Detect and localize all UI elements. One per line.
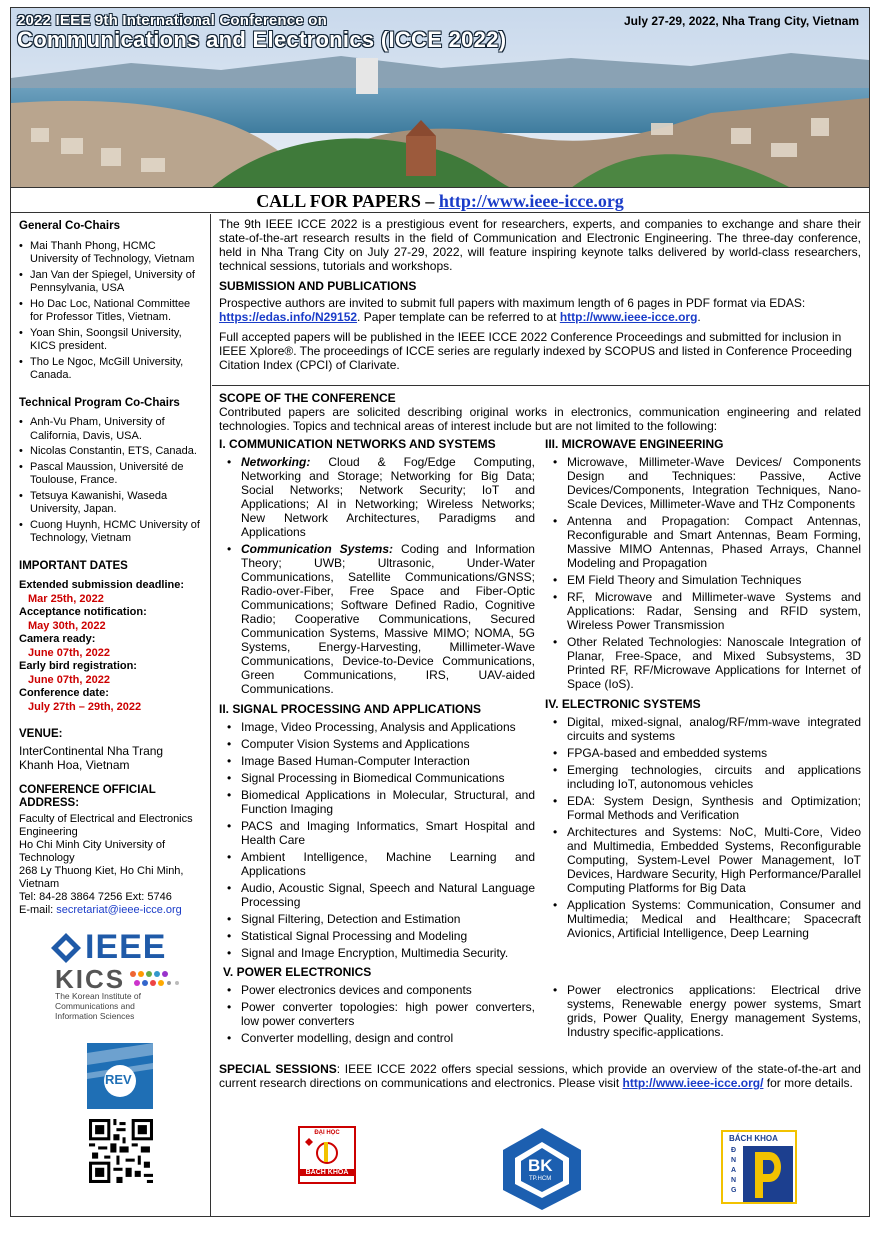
kics-dots-icon [129, 969, 181, 991]
list-item: • Biomedical Applications in Molecular, Structural, and Function Imaging [241, 788, 535, 816]
date-label: Early bird registration: [19, 660, 137, 672]
list-item: • Signal and Image Encryption, Multimedia Security. [241, 946, 535, 960]
special-text: for more details. [763, 1076, 853, 1090]
list-item: • Mai Thanh Phong, HCMC University of Technology, Vietnam [19, 240, 203, 267]
list-item: • EDA: System Design, Synthesis and Optimization; Formal Methods and Verification [567, 794, 861, 822]
important-dates [19, 579, 203, 714]
call-for-papers-heading [11, 189, 869, 213]
venue [19, 744, 203, 772]
danang-title: BÁCH KHOA [729, 1134, 778, 1143]
date-label: Camera ready: [19, 633, 96, 645]
list-item: • Application Systems: Communication, Consumer and Multimedia; Medical and Healthcare; Spacecraft Avionics, Artificial Intelligence, Deep Learning [567, 898, 861, 940]
list-item: • Yoan Shin, Soongsil University, KICS president. [19, 327, 203, 354]
list-item [241, 455, 535, 539]
logo-dhbk [298, 1126, 356, 1184]
list-item: • Statistical Signal Processing and Modeling [241, 929, 535, 943]
conference-title-line1: 2022 IEEE 9th International Conference on [17, 12, 327, 29]
address-line: Ho Chi Minh City University of Technology [19, 838, 166, 864]
bk-wordmark: BK [528, 1156, 553, 1175]
list-item: • RF, Microwave and Millimeter-wave Systems and Applications: Radar, Sensing and RFID system, Wireless Power Transmission [567, 590, 861, 632]
venue-line: InterContinental Nha Trang [19, 743, 164, 758]
date-label: Conference date: [19, 687, 109, 699]
list-item: • PACS and Imaging Informatics, Smart Hospital and Health Care [241, 819, 535, 847]
qr-code[interactable] [89, 1119, 153, 1183]
dhbk-top-text: ĐẠI HỌC [314, 1130, 340, 1136]
special-sessions-label: SPECIAL SESSIONS [219, 1062, 337, 1076]
intro-box [212, 214, 869, 386]
general-co-chairs-list [19, 240, 203, 383]
submission-text: . [697, 310, 701, 324]
list-item: • EM Field Theory and Simulation Techniques [567, 573, 861, 587]
section-title: I. COMMUNICATION NETWORKS AND SYSTEMS [219, 437, 496, 451]
tpc-co-chairs-list [19, 416, 203, 546]
email-label: E-mail: [19, 903, 57, 916]
list-item: • Digital, mixed-signal, analog/RF/mm-wave integrated circuits and systems [567, 715, 861, 743]
list-item: • Power electronics applications: Electrical drive systems, Renewable energy power systems, Smart grids, Power Quality, Energy management Systems, Industry specific-applications. [567, 983, 861, 1039]
address-line: Tel: 84-28 3864 7256 Ext: 5746 [19, 890, 172, 903]
topics-right-column [545, 433, 861, 963]
section-list [219, 720, 535, 960]
special-sessions-link[interactable]: http://www.ieee-icce.org/ [622, 1076, 764, 1090]
topics-columns-top [219, 433, 861, 963]
danang-letter: Đ [731, 1147, 737, 1154]
publication-paragraph: Full accepted papers will be published in the IEEE ICCE 2022 Conference Proceedings and submitted for inclusion in IEEE Xplore®. The proceedings of ICCE series are regularly indexed by SCOPUS and listed in Conference Proceeding Citation Index (CPCI) of Clarivate. [219, 330, 852, 372]
list-item: • Audio, Acoustic Signal, Speech and Natural Language Processing [241, 881, 535, 909]
address-line: Faculty of Electrical and Electronics Engineering [19, 812, 193, 838]
list-item: • Tetsuya Kawanishi, Waseda University, Japan. [19, 490, 203, 517]
date-label: Extended submission deadline: [19, 579, 185, 591]
list-item: • Other Related Technologies: Nanoscale Integration of Planar, Free-Space, and Mixed Subsystems, 3D Printed RF, RF/Microwave Applications for Internet of Space (IoS). [567, 635, 861, 691]
main-content [212, 214, 869, 1090]
ieee-diamond-icon [51, 933, 81, 963]
list-item: • Power electronics devices and components [241, 983, 535, 997]
danang-letter: A [731, 1167, 737, 1174]
special-text: : IEEE ICCE 2022 offers special sessions, which provide an overview of the state-of-the-art and current research directions on communications and electronics. Please visit [219, 1062, 861, 1090]
left-sidebar [11, 214, 211, 1217]
submission-text: Prospective authors are invited to submit full papers with maximum length of 6 pages in PDF format via EDAS: [219, 296, 806, 310]
section-list [545, 983, 861, 1039]
topic-text: Coding and Information Theory; UWB; Ultrasonic, Under-Water Communications, Satellite Communications/GNSS; Radio-over-Fiber, Free Space and Fiber-Optic Communications; Software Defined Radio, Cognitive Radio; Cooperative Communications, Secured Communication Systems, Massive MIMO; NOMA, 5G Systems, Energy-Harvesting, Millimeter-Wave Communications, Device-to-Device Communications, Green Communications, IRS, UAV-aided Communications. [241, 542, 535, 696]
list-item: • Pascal Maussion, Université de Toulouse, France. [19, 461, 203, 488]
list-item: • Emerging technologies, circuits and applications including IoT, autonomous vehicles [567, 763, 861, 791]
submission-heading: SUBMISSION AND PUBLICATIONS [219, 279, 417, 293]
topic-text: Cloud & Fog/Edge Computing, Networking and Storage; Networking for Big Data; Social Networks; Network Security; IoT and Applications; AI in Networking; Wireless Networks; New Network Architectures, Paradigms and Applications [241, 455, 535, 539]
list-item: • Converter modelling, design and control [241, 1031, 535, 1045]
conference-date-location: July 27-29, 2022, Nha Trang City, Vietnam [624, 14, 859, 28]
date-value: Mar 25th, 2022 [28, 592, 104, 605]
dhbk-emblem-icon [300, 1136, 354, 1166]
tpc-co-chairs-heading: Technical Program Co-Chairs [19, 396, 180, 409]
email-link[interactable]: secretariat@ieee-icce.org [56, 903, 182, 916]
date-label: Acceptance notification: [19, 606, 147, 618]
flyer-page [10, 7, 870, 1217]
intro-paragraph: The 9th IEEE ICCE 2022 is a prestigious event for researchers, experts, and companies to exchange and share their state-of-the-art research results in the field of Communication and Electronic Engineering. The three-day conference, held in Nha Trang City on July 27-29, 2022, will feature inspiring keynote talks delivered by world-class researchers, technical sessions, tutorials and workshops. [219, 217, 861, 273]
list-item: • Cuong Huynh, HCMC University of Technology, Vietnam [19, 519, 203, 546]
date-value: May 30th, 2022 [28, 619, 106, 632]
logo-bk-danang [721, 1130, 797, 1204]
list-item: • Power converter topologies: high power converters, low power converters [241, 1000, 535, 1028]
danang-letter: N [731, 1157, 737, 1164]
danang-emblem-icon [743, 1146, 793, 1202]
danang-letters [731, 1146, 736, 1196]
topics-left-column [219, 433, 535, 963]
special-sessions-paragraph [219, 1062, 861, 1090]
kics-wordmark: KICS [55, 963, 126, 994]
venue-heading: VENUE: [19, 728, 63, 740]
danang-letter: N [731, 1177, 737, 1184]
ieee-logo [51, 927, 203, 966]
section-title: II. SIGNAL PROCESSING AND APPLICATIONS [219, 702, 482, 716]
date-value: June 07th, 2022 [28, 646, 110, 659]
power-right-column [545, 983, 861, 1048]
section-list [545, 455, 861, 691]
ieee-wordmark: IEEE [85, 927, 167, 966]
cfp-website-link[interactable]: http://www.ieee-icce.org [438, 191, 624, 211]
list-item [241, 542, 535, 696]
list-item: • Computer Vision Systems and Applications [241, 737, 535, 751]
template-link[interactable]: http://www.ieee-icce.org [559, 310, 698, 324]
danang-letter: G [731, 1187, 737, 1194]
power-left-column [219, 983, 535, 1048]
topic-label: Networking: [241, 455, 311, 469]
list-item: • Microwave, Millimeter-Wave Devices/ Components Design and Techniques: Passive, Active Devices/Components, Integration Techniques, Nano-Scale Devices, Millimeter-Wave and THz Components [567, 455, 861, 511]
venue-line: Khanh Hoa, Vietnam [19, 757, 130, 772]
list-item: • Tho Le Ngoc, McGill University, Canada. [19, 356, 203, 383]
cfp-label: CALL FOR PAPERS – [256, 191, 439, 211]
section-title: III. MICROWAVE ENGINEERING [545, 437, 724, 451]
important-dates-heading: IMPORTANT DATES [19, 559, 128, 572]
topic-label: Communication Systems: [241, 542, 393, 556]
address-line: 268 Ly Thuong Kiet, Ho Chi Minh, Vietnam [19, 864, 184, 890]
list-item: • Signal Processing in Biomedical Communications [241, 771, 535, 785]
list-item: • Ambient Intelligence, Machine Learning and Applications [241, 850, 535, 878]
email-line [19, 904, 203, 917]
date-value: June 07th, 2022 [28, 673, 110, 686]
section-list [219, 983, 535, 1045]
topics-columns-bottom [219, 983, 861, 1048]
scope-intro: Contributed papers are solicited describing original works in electronics, communication engineering and related technologies. Topics and technical areas of interest include but are not limited to the following: [219, 405, 861, 433]
rev-logo [87, 1043, 153, 1109]
kics-subtitle: The Korean Institute of Communications and Information Sciences [55, 990, 141, 1021]
conference-title-line2: Communications and Electronics (ICCE 2022) [17, 27, 507, 52]
date-value: July 27th – 29th, 2022 [28, 700, 142, 713]
list-item: • Signal Filtering, Detection and Estimation [241, 912, 535, 926]
edas-link[interactable]: https://edas.info/N29152 [219, 310, 358, 324]
bk-subtitle: TP.HCM [529, 1176, 552, 1182]
list-item: • Architectures and Systems: NoC, Multi-Core, Video and Multimedia, Embedded Systems, Reconfigurable Computing, System-Level Power Management, IoT Devices, Hardware Security, High Performance/Parallel Computing Platforms for Big Data [567, 825, 861, 895]
section-list [545, 715, 861, 940]
rev-wordmark: REV [105, 1071, 132, 1087]
section-list [219, 455, 535, 696]
list-item: • Nicolas Constantin, ETS, Canada. [19, 445, 203, 459]
address-heading: CONFERENCE OFFICIAL ADDRESS: [19, 783, 156, 809]
list-item: • FPGA-based and embedded systems [567, 746, 861, 760]
official-address [19, 813, 203, 917]
submission-paragraph [219, 296, 861, 324]
logo-bk-hcm [499, 1126, 585, 1212]
kics-logo [55, 963, 203, 1021]
general-co-chairs-heading: General Co-Chairs [19, 220, 120, 232]
list-item: • Anh-Vu Pham, University of California, Davis, USA. [19, 416, 203, 443]
scope-box [212, 386, 869, 1090]
section-title: V. POWER ELECTRONICS [223, 965, 372, 979]
section-title: IV. ELECTRONIC SYSTEMS [545, 697, 701, 711]
banner [11, 8, 869, 188]
list-item: • Antenna and Propagation: Compact Antennas, Reconfigurable and Smart Antennas, Beam Forming, Massive MIMO Antennas, Phased Arrays, Channel Modeling and Propagation [567, 514, 861, 570]
list-item: • Jan Van der Spiegel, University of Pennsylvania, USA [19, 269, 203, 296]
list-item: • Ho Dac Loc, National Committee for Professor Titles, Vietnam. [19, 298, 203, 325]
dhbk-bottom-text: BÁCH KHOA [300, 1169, 354, 1176]
scope-heading: SCOPE OF THE CONFERENCE [219, 391, 396, 405]
submission-text: . Paper template can be referred to at [357, 310, 560, 324]
list-item: • Image, Video Processing, Analysis and Applications [241, 720, 535, 734]
list-item: • Image Based Human-Computer Interaction [241, 754, 535, 768]
